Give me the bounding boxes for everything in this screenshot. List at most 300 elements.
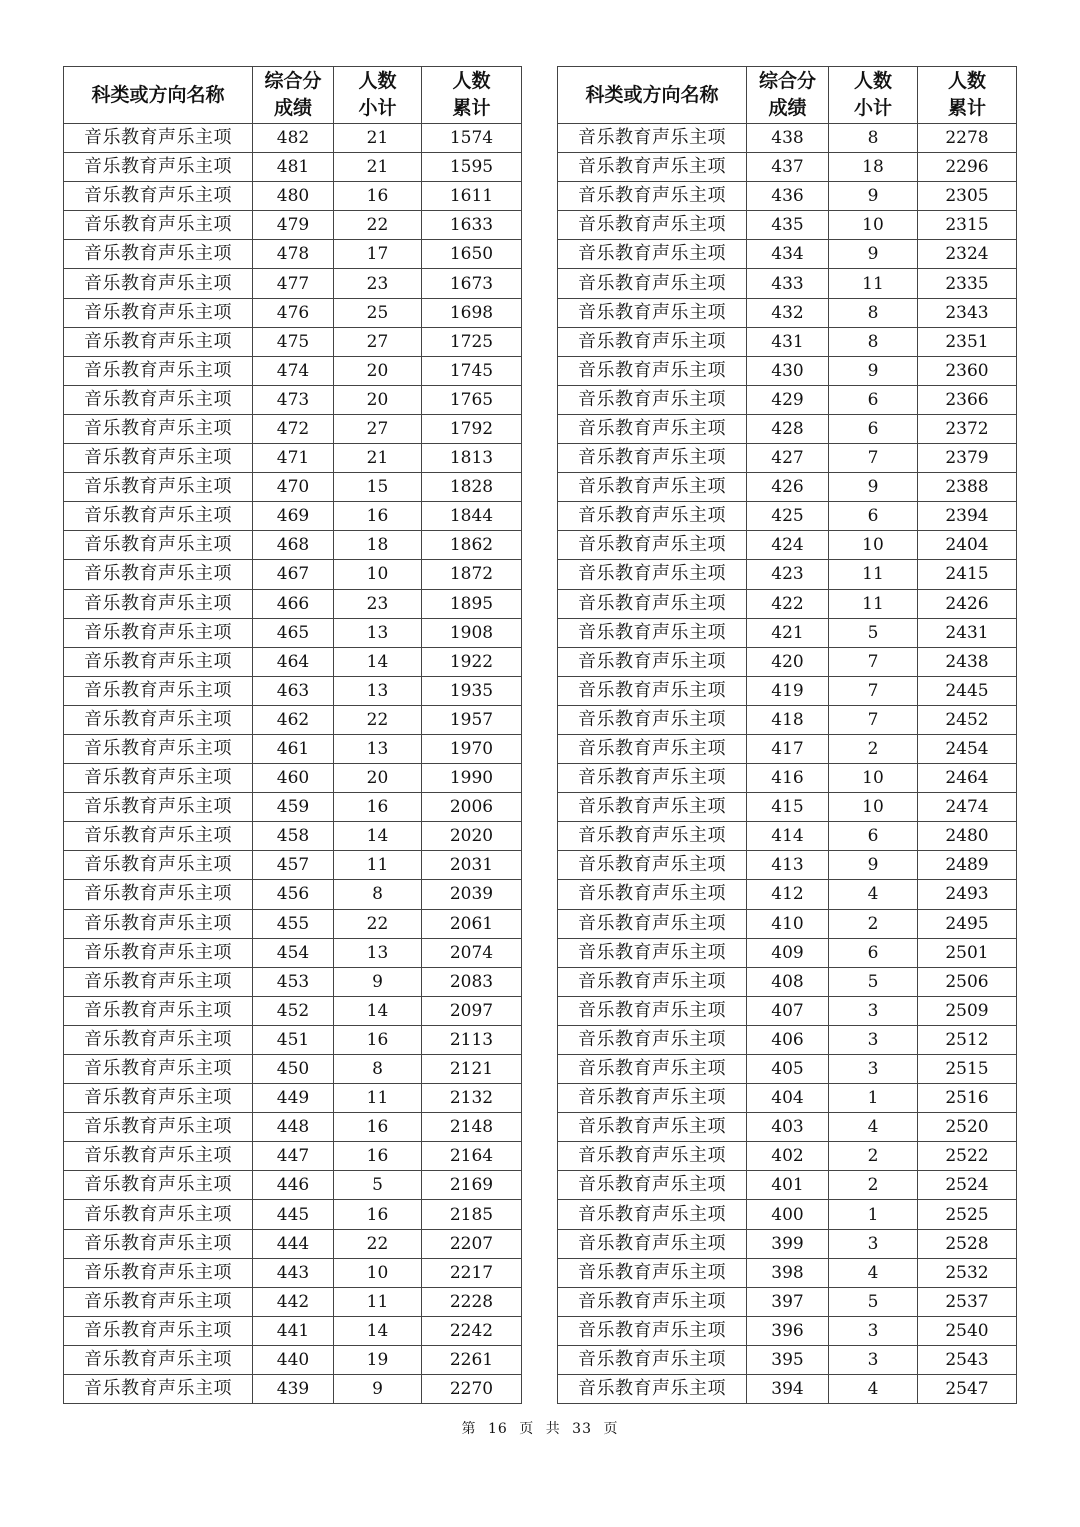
cell-score: 399 [747,1229,829,1258]
cell-score: 410 [747,909,829,938]
cell-score: 439 [253,1375,334,1404]
table-row [64,327,522,356]
cell-cumulative: 2501 [918,938,1017,967]
table-row [64,1375,522,1404]
table-row [558,240,1017,269]
table-row [558,909,1017,938]
score-table-right [557,66,1017,1404]
cell-name: 音乐教育声乐主项 [64,851,253,880]
cell-count: 5 [334,1171,422,1200]
cell-name: 音乐教育声乐主项 [558,1025,747,1054]
header-row [558,67,1017,124]
cell-cumulative: 2515 [918,1055,1017,1084]
cell-cumulative: 2074 [422,938,522,967]
cell-cumulative: 2097 [422,996,522,1025]
cell-cumulative: 2039 [422,880,522,909]
cell-count: 22 [334,1229,422,1258]
cell-name: 音乐教育声乐主项 [64,938,253,967]
cell-count: 8 [829,298,918,327]
cell-cumulative: 2543 [918,1345,1017,1374]
table-row [558,1375,1017,1404]
cell-name: 音乐教育声乐主项 [64,240,253,269]
cell-count: 2 [829,1171,918,1200]
cell-cumulative: 2525 [918,1200,1017,1229]
cell-name: 音乐教育声乐主项 [558,1084,747,1113]
cell-count: 27 [334,414,422,443]
cell-name: 音乐教育声乐主项 [558,880,747,909]
table-row [558,676,1017,705]
table-row [64,531,522,560]
cell-score: 468 [253,531,334,560]
table-row [64,764,522,793]
header-cumulative-line2: 累计 [947,97,986,119]
table-row [64,996,522,1025]
table-row [64,1258,522,1287]
cell-name: 音乐教育声乐主项 [558,1229,747,1258]
cell-cumulative: 1957 [422,705,522,734]
cell-count: 14 [334,647,422,676]
cell-count: 1 [829,1200,918,1229]
cell-name: 音乐教育声乐主项 [558,647,747,676]
cell-name: 音乐教育声乐主项 [558,822,747,851]
cell-score: 477 [253,269,334,298]
cell-count: 9 [829,240,918,269]
cell-name: 音乐教育声乐主项 [558,793,747,822]
cell-count: 25 [334,298,422,327]
cell-name: 音乐教育声乐主项 [558,356,747,385]
cell-score: 459 [253,793,334,822]
cell-count: 7 [829,676,918,705]
table-row [558,531,1017,560]
cell-cumulative: 2394 [918,502,1017,531]
cell-cumulative: 2415 [918,560,1017,589]
cell-cumulative: 1922 [422,647,522,676]
cell-score: 405 [747,1055,829,1084]
header-count-line1: 人数 [853,70,892,92]
cell-score: 418 [747,705,829,734]
table-row [558,793,1017,822]
cell-cumulative: 2006 [422,793,522,822]
table-row [64,589,522,618]
cell-count: 16 [334,793,422,822]
header-score [253,67,334,124]
cell-count: 18 [829,153,918,182]
cell-score: 421 [747,618,829,647]
cell-count: 5 [829,618,918,647]
cell-count: 21 [334,153,422,182]
cell-count: 10 [829,793,918,822]
header-count [829,67,918,124]
cell-count: 27 [334,327,422,356]
table-row [64,967,522,996]
cell-cumulative: 2164 [422,1142,522,1171]
cell-cumulative: 2270 [422,1375,522,1404]
cell-name: 音乐教育声乐主项 [64,589,253,618]
cell-cumulative: 1765 [422,385,522,414]
cell-score: 462 [253,705,334,734]
cell-name: 音乐教育声乐主项 [558,414,747,443]
cell-count: 4 [829,880,918,909]
cell-name: 音乐教育声乐主项 [558,589,747,618]
cell-count: 1 [829,1084,918,1113]
cell-name: 音乐教育声乐主项 [64,124,253,153]
header-count-line2: 小计 [358,97,397,119]
cell-score: 413 [747,851,829,880]
table-row [64,356,522,385]
table-row [64,1316,522,1345]
cell-count: 15 [334,473,422,502]
cell-cumulative: 2343 [918,298,1017,327]
table-row [64,734,522,763]
cell-name: 音乐教育声乐主项 [64,822,253,851]
cell-count: 3 [829,1025,918,1054]
cell-name: 音乐教育声乐主项 [64,647,253,676]
table-row [558,414,1017,443]
table-row [558,851,1017,880]
cell-count: 3 [829,996,918,1025]
cell-name: 音乐教育声乐主项 [558,385,747,414]
cell-score: 414 [747,822,829,851]
cell-cumulative: 2489 [918,851,1017,880]
cell-count: 21 [334,124,422,153]
cell-count: 5 [829,967,918,996]
cell-name: 音乐教育声乐主项 [64,444,253,473]
table-body-left [64,124,522,1404]
cell-cumulative: 2438 [918,647,1017,676]
cell-count: 16 [334,1200,422,1229]
cell-count: 14 [334,996,422,1025]
cell-name: 音乐教育声乐主项 [558,967,747,996]
cell-count: 16 [334,1113,422,1142]
cell-cumulative: 1633 [422,211,522,240]
table-row [64,1200,522,1229]
cell-score: 441 [253,1316,334,1345]
cell-cumulative: 1828 [422,473,522,502]
cell-name: 音乐教育声乐主项 [558,676,747,705]
footer-page-number: 16 [487,1421,508,1437]
table-row [558,967,1017,996]
cell-score: 452 [253,996,334,1025]
table-row [64,1171,522,1200]
cell-count: 3 [829,1055,918,1084]
cell-count: 16 [334,1025,422,1054]
table-row [64,298,522,327]
cell-cumulative: 2132 [422,1084,522,1113]
table-row [64,444,522,473]
table-row [558,211,1017,240]
cell-score: 464 [253,647,334,676]
cell-score: 438 [747,124,829,153]
cell-cumulative: 2474 [918,793,1017,822]
cell-score: 433 [747,269,829,298]
cell-score: 444 [253,1229,334,1258]
cell-cumulative: 2351 [918,327,1017,356]
table-row [64,909,522,938]
cell-name: 音乐教育声乐主项 [558,502,747,531]
header-row [64,67,522,124]
cell-cumulative: 1650 [422,240,522,269]
cell-name: 音乐教育声乐主项 [64,996,253,1025]
cell-score: 478 [253,240,334,269]
cell-score: 425 [747,502,829,531]
cell-count: 16 [334,182,422,211]
table-row [558,938,1017,967]
cell-count: 14 [334,1316,422,1345]
score-table-left [63,66,522,1404]
cell-cumulative: 1745 [422,356,522,385]
header-score [747,67,829,124]
cell-cumulative: 2020 [422,822,522,851]
table-row [558,996,1017,1025]
cell-name: 音乐教育声乐主项 [558,473,747,502]
table-row [558,618,1017,647]
table-row [558,880,1017,909]
cell-cumulative: 2061 [422,909,522,938]
cell-score: 420 [747,647,829,676]
cell-count: 2 [829,1142,918,1171]
table-row [64,211,522,240]
cell-count: 9 [829,356,918,385]
cell-score: 408 [747,967,829,996]
cell-score: 454 [253,938,334,967]
cell-name: 音乐教育声乐主项 [558,531,747,560]
cell-score: 445 [253,1200,334,1229]
cell-score: 455 [253,909,334,938]
cell-cumulative: 1698 [422,298,522,327]
cell-name: 音乐教育声乐主项 [64,967,253,996]
cell-name: 音乐教育声乐主项 [64,1084,253,1113]
cell-count: 10 [829,211,918,240]
cell-name: 音乐教育声乐主项 [64,676,253,705]
table-row [64,153,522,182]
cell-count: 4 [829,1113,918,1142]
cell-cumulative: 2431 [918,618,1017,647]
cell-score: 419 [747,676,829,705]
table-row [558,1229,1017,1258]
cell-score: 442 [253,1287,334,1316]
cell-score: 465 [253,618,334,647]
cell-cumulative: 2305 [918,182,1017,211]
cell-name: 音乐教育声乐主项 [64,356,253,385]
table-row [558,1055,1017,1084]
cell-cumulative: 2495 [918,909,1017,938]
cell-name: 音乐教育声乐主项 [558,269,747,298]
cell-cumulative: 2278 [918,124,1017,153]
cell-name: 音乐教育声乐主项 [558,153,747,182]
cell-cumulative: 2516 [918,1084,1017,1113]
cell-score: 471 [253,444,334,473]
table-row [558,1113,1017,1142]
table-row [558,1287,1017,1316]
cell-count: 2 [829,909,918,938]
table-row [558,298,1017,327]
cell-cumulative: 2506 [918,967,1017,996]
cell-score: 394 [747,1375,829,1404]
cell-name: 音乐教育声乐主项 [558,444,747,473]
table-row [64,182,522,211]
table-row [64,240,522,269]
cell-cumulative: 2512 [918,1025,1017,1054]
cell-count: 4 [829,1375,918,1404]
cell-count: 6 [829,938,918,967]
cell-cumulative: 1990 [422,764,522,793]
cell-count: 9 [334,967,422,996]
cell-name: 音乐教育声乐主项 [558,1287,747,1316]
cell-score: 423 [747,560,829,589]
cell-score: 453 [253,967,334,996]
cell-count: 11 [829,269,918,298]
cell-name: 音乐教育声乐主项 [64,1258,253,1287]
cell-cumulative: 2493 [918,880,1017,909]
table-row [558,356,1017,385]
cell-count: 20 [334,385,422,414]
cell-score: 436 [747,182,829,211]
cell-name: 音乐教育声乐主项 [64,502,253,531]
cell-cumulative: 2228 [422,1287,522,1316]
cell-name: 音乐教育声乐主项 [64,269,253,298]
footer-page-word: 页 [519,1421,535,1437]
cell-cumulative: 2148 [422,1113,522,1142]
header-cumulative-line1: 人数 [452,70,491,92]
cell-cumulative: 1908 [422,618,522,647]
table-row [558,473,1017,502]
header-score-line2: 成绩 [768,97,807,119]
table-row [64,938,522,967]
cell-cumulative: 2509 [918,996,1017,1025]
footer-total-word: 共 [545,1421,561,1437]
cell-count: 6 [829,385,918,414]
cell-score: 415 [747,793,829,822]
table-row [558,1345,1017,1374]
cell-score: 461 [253,734,334,763]
table-row [64,1142,522,1171]
cell-name: 音乐教育声乐主项 [64,531,253,560]
table-row [558,705,1017,734]
cell-cumulative: 2315 [918,211,1017,240]
header-count-line2: 小计 [853,97,892,119]
score-tables [63,66,1016,1408]
table-row [64,705,522,734]
cell-score: 449 [253,1084,334,1113]
cell-name: 音乐教育声乐主项 [558,124,747,153]
cell-score: 396 [747,1316,829,1345]
table-row [64,1229,522,1258]
cell-count: 11 [334,1287,422,1316]
cell-score: 427 [747,444,829,473]
cell-score: 395 [747,1345,829,1374]
header-count-line1: 人数 [358,70,397,92]
table-row [558,647,1017,676]
cell-count: 13 [334,734,422,763]
cell-score: 472 [253,414,334,443]
cell-name: 音乐教育声乐主项 [64,1113,253,1142]
cell-count: 9 [829,182,918,211]
cell-name: 音乐教育声乐主项 [558,240,747,269]
table-row [64,1084,522,1113]
cell-score: 424 [747,531,829,560]
cell-cumulative: 2524 [918,1171,1017,1200]
cell-count: 20 [334,764,422,793]
table-row [558,269,1017,298]
cell-cumulative: 2388 [918,473,1017,502]
cell-cumulative: 2324 [918,240,1017,269]
cell-name: 音乐教育声乐主项 [64,1200,253,1229]
header-score-line2: 成绩 [273,97,312,119]
header-cumulative [422,67,522,124]
cell-cumulative: 2532 [918,1258,1017,1287]
cell-score: 417 [747,734,829,763]
cell-cumulative: 2528 [918,1229,1017,1258]
cell-name: 音乐教育声乐主项 [558,764,747,793]
cell-cumulative: 1673 [422,269,522,298]
cell-count: 8 [829,327,918,356]
cell-count: 19 [334,1345,422,1374]
cell-name: 音乐教育声乐主项 [64,1171,253,1200]
cell-count: 8 [334,1055,422,1084]
header-score-line1: 综合分 [758,70,816,92]
cell-cumulative: 2217 [422,1258,522,1287]
table-row [558,734,1017,763]
cell-name: 音乐教育声乐主项 [558,909,747,938]
cell-count: 7 [829,647,918,676]
cell-score: 430 [747,356,829,385]
cell-name: 音乐教育声乐主项 [64,473,253,502]
cell-cumulative: 2372 [918,414,1017,443]
header-cumulative-line2: 累计 [452,97,491,119]
cell-score: 401 [747,1171,829,1200]
cell-name: 音乐教育声乐主项 [558,938,747,967]
cell-cumulative: 1862 [422,531,522,560]
table-row [558,502,1017,531]
cell-cumulative: 1574 [422,124,522,153]
cell-score: 398 [747,1258,829,1287]
cell-name: 音乐教育声乐主项 [558,1055,747,1084]
cell-name: 音乐教育声乐主项 [64,618,253,647]
cell-count: 7 [829,444,918,473]
cell-score: 474 [253,356,334,385]
cell-cumulative: 2454 [918,734,1017,763]
cell-score: 450 [253,1055,334,1084]
cell-score: 434 [747,240,829,269]
cell-score: 409 [747,938,829,967]
cell-count: 9 [334,1375,422,1404]
cell-score: 475 [253,327,334,356]
cell-count: 8 [334,880,422,909]
cell-count: 13 [334,676,422,705]
cell-score: 422 [747,589,829,618]
cell-count: 22 [334,211,422,240]
cell-cumulative: 1595 [422,153,522,182]
footer-suffix: 页 [603,1421,619,1437]
cell-count: 6 [829,502,918,531]
cell-name: 音乐教育声乐主项 [558,996,747,1025]
table-row [64,851,522,880]
header-score-line1: 综合分 [264,70,322,92]
cell-cumulative: 1935 [422,676,522,705]
cell-count: 7 [829,705,918,734]
cell-name: 音乐教育声乐主项 [64,153,253,182]
cell-name: 音乐教育声乐主项 [558,1171,747,1200]
cell-score: 437 [747,153,829,182]
cell-count: 3 [829,1229,918,1258]
cell-cumulative: 2464 [918,764,1017,793]
cell-count: 16 [334,1142,422,1171]
table-row [64,502,522,531]
cell-name: 音乐教育声乐主项 [558,1113,747,1142]
cell-count: 22 [334,909,422,938]
table-row [64,793,522,822]
table-row [64,880,522,909]
